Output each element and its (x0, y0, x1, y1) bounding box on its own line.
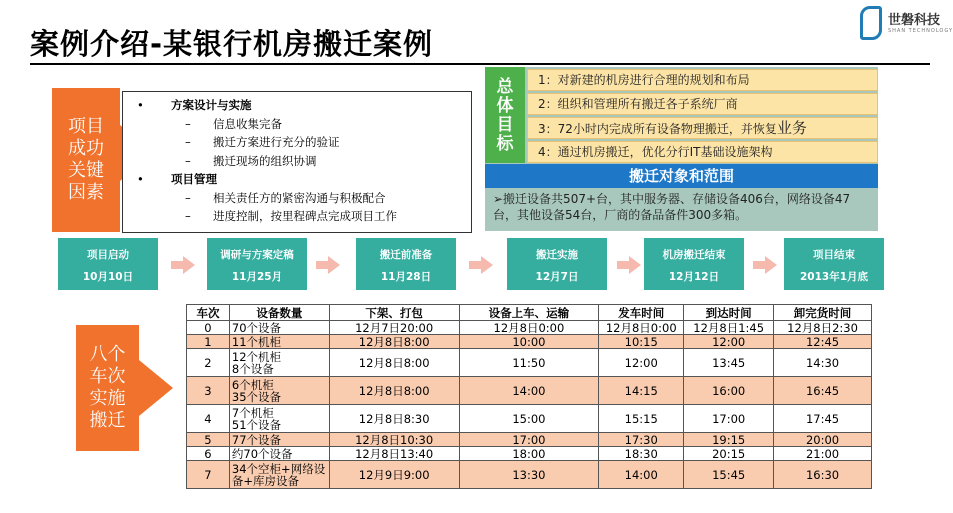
timeline-step: 项目结束 2013年1月底 (784, 238, 884, 290)
factor-item: – 相关责任方的紧密沟通与积极配合 (137, 189, 463, 208)
timeline-step: 机房搬迁结束 12月12日 (644, 238, 744, 290)
goal-item: 4：通过机房搬迁，优化分行IT基础设施架构 (527, 141, 878, 163)
page-title: 案例介绍-某银行机房搬迁案例 (30, 27, 434, 61)
success-factors-box (122, 91, 472, 233)
table-row: 0 70个设备 12月7日20:00 12月8日0:00 12月8日0:00 12月8日1:45 12月8日2:30 (187, 321, 872, 335)
factor-item: – 信息收集完备 (137, 115, 463, 134)
column-header: 设备数量 (229, 305, 329, 321)
factor-item: – 搬迁现场的组织协调 (137, 152, 463, 171)
factor-item: – 搬迁方案进行充分的验证 (137, 133, 463, 152)
column-header: 设备上车、运输 (459, 305, 599, 321)
table-row: 2 12个机柜 8个设备 12月8日8:00 11:50 12:00 13:45 14:30 (187, 349, 872, 377)
table-row: 1 11个机柜 12月8日8:00 10:00 10:15 12:00 12:45 (187, 335, 872, 349)
column-header: 到达时间 (684, 305, 774, 321)
timeline-step: 项目启动 10月10日 (58, 238, 158, 290)
logo-subtitle: SHAN TECHNOLOGY (888, 28, 953, 34)
logo-name: 世磐科技 (888, 13, 941, 28)
table-row: 7 34个空柜+网络设 备+库房设备 12月9日9:00 13:30 14:00 15:45 16:30 (187, 461, 872, 489)
timeline-arrow-icon (469, 256, 493, 274)
column-header: 车次 (187, 305, 230, 321)
scope-heading: 搬迁对象和范围 (485, 164, 878, 188)
schedule-table (186, 304, 872, 489)
success-factors-label: 项目 成功 关键 因素 (52, 88, 120, 232)
goals-panel (485, 67, 878, 231)
batches-arrow-icon (139, 360, 173, 416)
goal-item: 2：组织和管理所有搬迁各子系统厂商 (527, 93, 878, 115)
column-header: 发车时间 (599, 305, 684, 321)
table-row: 4 7个机柜 51个设备 12月8日8:30 15:00 15:15 17:00 17:45 (187, 405, 872, 433)
timeline-step: 搬迁实施 12月7日 (507, 238, 607, 290)
timeline-arrow-icon (753, 256, 777, 274)
logo-mark-icon (860, 6, 882, 40)
table-row: 3 6个机柜 35个设备 12月8日8:00 14:00 14:15 16:00 16:45 (187, 377, 872, 405)
title-underline (30, 63, 930, 65)
company-logo (858, 6, 953, 46)
batches-label: 八个 车次 实施 搬迁 (76, 325, 139, 451)
factor-heading: • 项目管理 (137, 170, 463, 189)
timeline-step: 搬迁前准备 11月28日 (356, 238, 456, 290)
goals-label: 总 体 目 标 (485, 67, 525, 163)
factor-item: – 进度控制，按里程碑点完成项目工作 (137, 207, 463, 226)
table-header-row (187, 305, 872, 321)
table-row: 5 77个设备 12月8日10:30 17:00 17:30 19:15 20:00 (187, 433, 872, 447)
table-row: 6 约70个设备 12月8日13:40 18:00 18:30 20:15 21:00 (187, 447, 872, 461)
timeline-arrow-icon (316, 256, 340, 274)
timeline-arrow-icon (617, 256, 641, 274)
scope-text: ➢搬迁设备共507+台，其中服务器、存储设备406台，网络设备47台，其他设备54台，厂商的备品备件300多箱。 (493, 192, 851, 222)
goal-item: 1：对新建的机房进行合理的规划和布局 (527, 69, 878, 91)
factor-heading: • 方案设计与实施 (137, 96, 463, 115)
column-header: 卸完货时间 (774, 305, 872, 321)
goal-item: 3：72小时内完成所有设备物理搬迁，并恢复业务 (527, 117, 878, 139)
column-header: 下架、打包 (329, 305, 459, 321)
timeline-arrow-icon (171, 256, 195, 274)
timeline-step: 调研与方案定稿 11月25月 (207, 238, 307, 290)
